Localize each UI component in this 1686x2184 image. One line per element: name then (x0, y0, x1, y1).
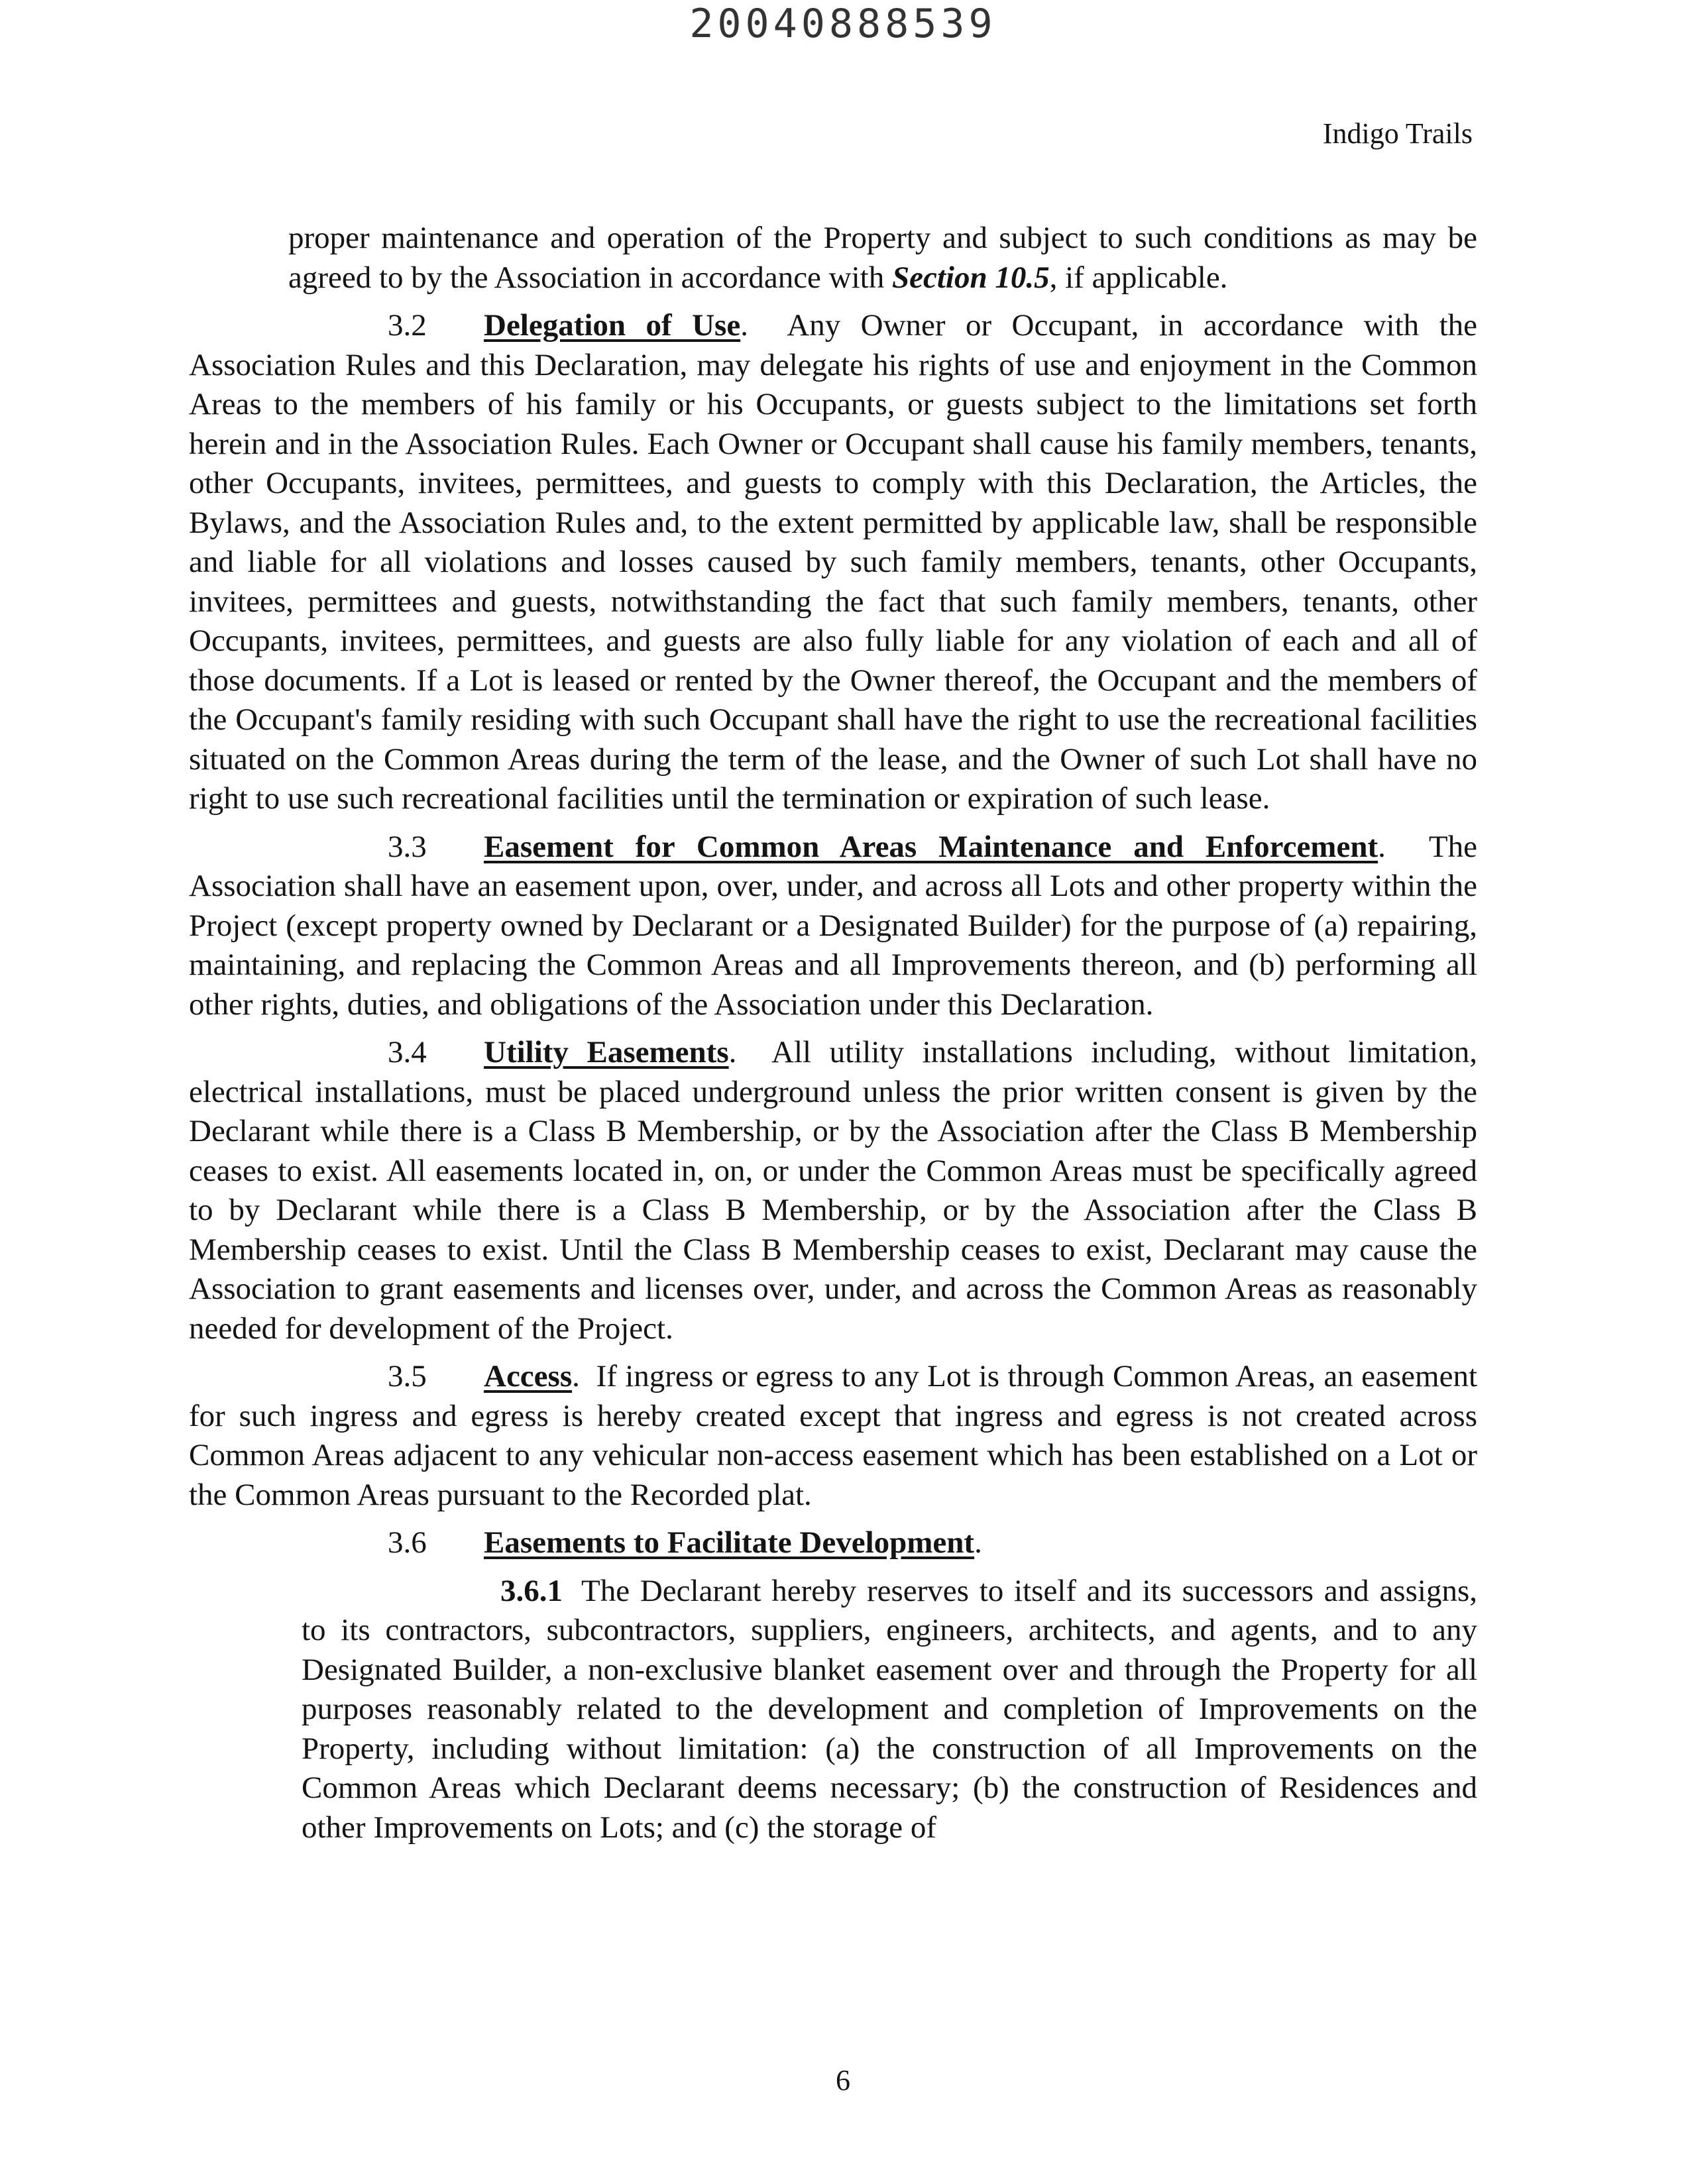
section-title-punct: . (728, 1035, 737, 1069)
document-body (189, 219, 1477, 1856)
section-3-6 (189, 1523, 1477, 1563)
section-number: 3.4 (388, 1035, 427, 1069)
section-text: Any Owner or Occupant, in accordance with the Association Rules and this Declaration, may delegate his rights of use and enjoyment in the Common Areas to the members of his family or his Occupants, or guests subject to the limitations set forth herein and in the Association Rules. Each Owner or Occupant shall cause his family members, tenants, other Occupants, invitees, permittees, and guests to comply with this Declaration, the Articles, the Bylaws, and the Association Rules and, to the extent permitted by applicable law, shall be responsible and liable for all violations and losses caused by such family members, tenants, other Occupants, invitees, permittees and guests, notwithstanding the fact that such family members, tenants, other Occupants, invitees, permittees, and guests are also fully liable for any violation of each and all of those documents. If a Lot is leased or rented by the Owner thereof, the Occupant and the members of the Occupant's family residing with such Occupant shall have the right to use the recreational facilities situated on the Common Areas during the term of the lease, and the Owner of such Lot shall have no right to use such recreational facilities until the termination or expiration of such lease. (189, 308, 1477, 816)
section-text: All utility installations including, without limitation, electrical installations, must be placed underground unless the prior written consent is given by the Declarant while there is a Class B Membership, or by the Association after the Class B Membership ceases to exist. All easements located in, on, or under the Common Areas must be specifically agreed to by Declarant while there is a Class B Membership, or by the Association after the Class B Membership ceases to exist. Until the Class B Membership ceases to exist, Declarant may cause the Association to grant easements and licenses over, under, and across the Common Areas as reasonably needed for development of the Project. (189, 1035, 1477, 1346)
continuation-text-end: , if applicable. (1049, 260, 1228, 295)
section-title-punct: . (572, 1359, 580, 1393)
section-title: Easements to Facilitate Development (484, 1525, 975, 1560)
section-title-punct: . (740, 308, 748, 343)
continuation-paragraph (288, 219, 1477, 298)
page-number: 6 (836, 2064, 850, 2097)
section-number: 3.2 (388, 308, 427, 343)
section-title: Access (484, 1359, 573, 1393)
section-3-4 (189, 1033, 1477, 1348)
subsection-3-6-1 (302, 1572, 1477, 1848)
section-number: 3.6 (388, 1525, 427, 1560)
section-title: Utility Easements (484, 1035, 729, 1069)
section-title-punct: . (974, 1525, 982, 1560)
section-3-2 (189, 306, 1477, 819)
section-text: If ingress or egress to any Lot is through Common Areas, an easement for such ingress and egress is hereby created except that ingress and egress is not created across Common Areas adjacent to any vehicular non-access easement which has been established on a Lot or the Common Areas pursuant to the Recorded plat. (189, 1359, 1477, 1512)
continuation-text: proper maintenance and operation of the Property and subject to such conditions as may be agreed to by the Association in accordance with (288, 221, 1477, 295)
subsection-number: 3.6.1 (500, 1573, 563, 1608)
section-3-3 (189, 828, 1477, 1025)
section-number: 3.5 (388, 1359, 427, 1393)
section-title-punct: . (1378, 829, 1386, 864)
subsection-text: The Declarant hereby reserves to itself and its successors and assigns, to its contractors, subcontractors, suppliers, engineers, architects, and agents, and to any Designated Builder, a non-exclusive blanket easement over and through the Property for all purposes reasonably related to the development and completion of Improvements on the Property, including without limitation: (a) the construction of all Improvements on the Common Areas which Declarant deems necessary; (b) the construction of Residences and other Improvements on Lots; and (c) the storage of (302, 1573, 1477, 1845)
section-text: The Association shall have an easement upon, over, under, and across all Lots and other property within the Project (except property owned by Declarant or a Designated Builder) for the purpose of (a) repairing, maintaining, and replacing the Common Areas and all Improvements thereon, and (b) performing all other rights, duties, and obligations of the Association under this Declaration. (189, 829, 1477, 1022)
running-header-title: Indigo Trails (1322, 117, 1473, 150)
document-id-stamp: 20040888539 (689, 1, 997, 47)
section-reference: Section 10.5 (891, 260, 1050, 295)
section-title: Delegation of Use (484, 308, 741, 343)
section-3-5 (189, 1357, 1477, 1515)
section-number: 3.3 (388, 829, 427, 864)
section-title: Easement for Common Areas Maintenance and Enforcement (484, 829, 1378, 864)
